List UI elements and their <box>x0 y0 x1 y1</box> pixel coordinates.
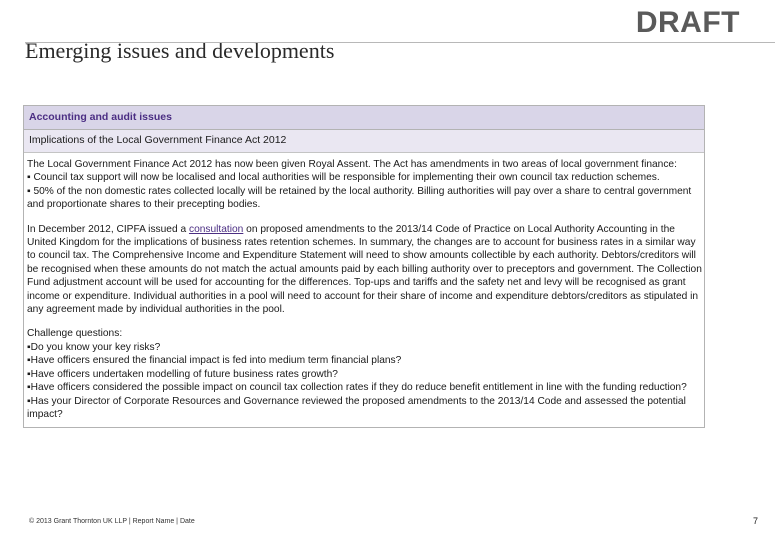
panel-body <box>24 153 704 427</box>
paragraph-intro: The Local Government Finance Act 2012 has now been given Royal Assent. The Act has amendments in two areas of local government finance: <box>27 159 677 170</box>
panel-subheading: Implications of the Local Government Finance Act 2012 <box>24 130 704 153</box>
header-divider <box>25 42 775 43</box>
cipfa-text-rest: on proposed amendments to the 2013/14 Code of Practice on Local Authority Accounting in the United Kingdom for the implications of business rates retention schemes. In summary, the changes are to account for business rates in a similar way to council tax. The Comprehensive Income and Expenditure Statement will need to show amounts collectible by each authority. Debtors/creditors will be recognised when these amounts do not match the actual amounts paid by each billing authority over to preceptors and government. The Collection Fund adjustment account will be used for accounting for the differences. Top-ups and tariffs and the safety net and levy will be recognised as grant income or expenditure. Individual authorities in a pool will need to account for their share of income and expenditure debtors/creditors as stipulated in any agreement made by individual authorities in the pool. <box>27 223 702 316</box>
page-title: Emerging issues and developments <box>25 38 335 63</box>
panel-heading: Accounting and audit issues <box>24 106 704 130</box>
paragraph-cipfa <box>27 223 702 317</box>
challenge-question: ▪Have officers undertaken modelling of future business rates growth? <box>27 368 338 380</box>
challenge-question: ▪Has your Director of Corporate Resources and Governance reviewed the proposed amendments to the 2013/14 Code and assessed the potential impact? <box>27 395 686 420</box>
draft-watermark: DRAFT <box>635 6 740 39</box>
footer-text: © 2013 Grant Thornton UK LLP | Report Name | Date <box>29 518 195 525</box>
challenge-question: ▪Have officers considered the possible impact on council tax collection rates if they do reduce benefit entitlement in line with the funding reduction? <box>27 382 687 394</box>
challenge-questions <box>27 327 702 421</box>
consultation-link[interactable]: consultation <box>188 223 244 235</box>
content-panel <box>23 105 705 428</box>
challenge-question: ▪Have officers ensured the financial impact is fed into medium term financial plans? <box>27 355 402 367</box>
bullet-business-rates: ▪ 50% of the non domestic rates collected locally will be retained by the local authority. Billing authorities will pay over a share to central government and proportionate shares to their precepting bodies. <box>27 185 692 211</box>
page-number: 7 <box>752 516 758 526</box>
challenge-question: ▪Do you know your key risks? <box>27 341 161 353</box>
cipfa-text-start: In December 2012, CIPFA issued a <box>27 223 189 235</box>
bullet-council-tax: ▪ Council tax support will now be localised and local authorities will be responsible for implementing their own council tax reduction schemes. <box>27 172 660 184</box>
paragraph-royal-assent <box>27 158 702 212</box>
challenge-heading: Challenge questions: <box>27 328 123 340</box>
